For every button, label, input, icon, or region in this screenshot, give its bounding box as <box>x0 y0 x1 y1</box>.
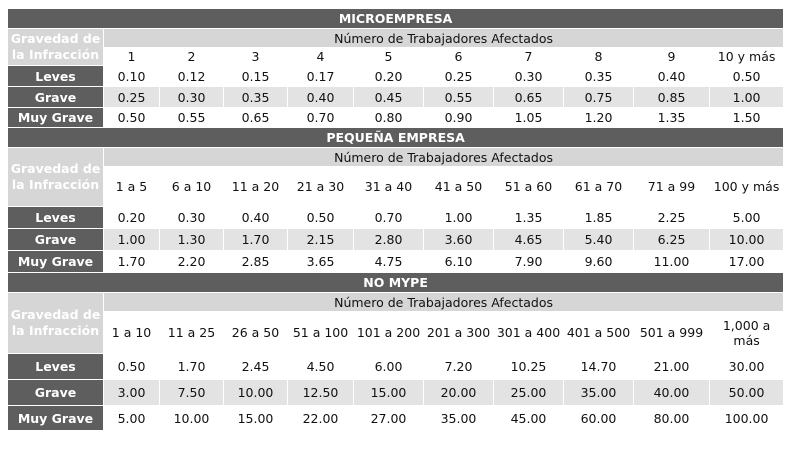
fine-value: 12.50 <box>288 380 354 406</box>
fine-value: 100.00 <box>710 406 784 431</box>
severity-label: Grave <box>8 229 104 251</box>
fine-value: 50.00 <box>710 380 784 406</box>
fine-value: 1.50 <box>710 108 784 128</box>
column-header: 51 a 100 <box>288 312 354 354</box>
workers-header: Número de Trabajadores Afectados <box>104 148 784 167</box>
fine-value: 6.10 <box>424 251 494 273</box>
fine-value: 0.30 <box>160 207 224 229</box>
section-title: MICROEMPRESA <box>8 9 784 29</box>
fine-value: 15.00 <box>224 406 288 431</box>
workers-header: Número de Trabajadores Afectados <box>104 293 784 312</box>
fine-value: 0.25 <box>104 87 160 108</box>
fine-value: 1.20 <box>564 108 634 128</box>
column-header: 31 a 40 <box>354 167 424 207</box>
column-header-row <box>8 167 784 207</box>
fine-value: 22.00 <box>288 406 354 431</box>
fine-value: 0.30 <box>494 66 564 87</box>
fine-value: 21.00 <box>634 354 710 380</box>
fine-value: 1.70 <box>224 229 288 251</box>
column-header: 101 a 200 <box>354 312 424 354</box>
fines-table-body <box>8 9 784 431</box>
fine-value: 3.00 <box>104 380 160 406</box>
fine-value: 2.45 <box>224 354 288 380</box>
column-header: 7 <box>494 48 564 66</box>
fine-value: 1.35 <box>634 108 710 128</box>
section-title: PEQUEÑA EMPRESA <box>8 128 784 148</box>
gravity-header-line-1: Gravedad de <box>10 161 101 176</box>
fines-table-container <box>7 8 783 431</box>
section-title: NO MYPE <box>8 273 784 293</box>
fine-value: 0.55 <box>160 108 224 128</box>
fine-value: 0.40 <box>634 66 710 87</box>
fine-value: 5.00 <box>710 207 784 229</box>
fine-value: 10.25 <box>494 354 564 380</box>
fine-value: 0.55 <box>424 87 494 108</box>
gravity-header-line-2: la Infracción <box>11 177 100 192</box>
fine-value: 60.00 <box>564 406 634 431</box>
table-row <box>8 354 784 380</box>
severity-label: Leves <box>8 354 104 380</box>
table-row <box>8 229 784 251</box>
severity-label: Grave <box>8 380 104 406</box>
column-header: 41 a 50 <box>424 167 494 207</box>
fine-value: 2.25 <box>634 207 710 229</box>
gravity-header <box>8 29 104 66</box>
fine-value: 0.10 <box>104 66 160 87</box>
fine-value: 0.35 <box>224 87 288 108</box>
column-header: 501 a 999 <box>634 312 710 354</box>
table-row <box>8 406 784 431</box>
column-header: 51 a 60 <box>494 167 564 207</box>
fine-value: 6.25 <box>634 229 710 251</box>
fine-value: 0.90 <box>424 108 494 128</box>
table-row <box>8 66 784 87</box>
column-header: 1,000 a más <box>710 312 784 354</box>
fine-value: 0.40 <box>288 87 354 108</box>
workers-header-row <box>8 148 784 167</box>
severity-label: Grave <box>8 87 104 108</box>
column-header-row <box>8 312 784 354</box>
gravity-header <box>8 148 104 207</box>
fine-value: 0.35 <box>564 66 634 87</box>
severity-label: Muy Grave <box>8 406 104 431</box>
fine-value: 2.15 <box>288 229 354 251</box>
fine-value: 1.70 <box>104 251 160 273</box>
fine-value: 35.00 <box>564 380 634 406</box>
fine-value: 7.50 <box>160 380 224 406</box>
workers-header-row <box>8 29 784 48</box>
workers-header-row <box>8 293 784 312</box>
fine-value: 0.65 <box>494 87 564 108</box>
fine-value: 0.30 <box>160 87 224 108</box>
severity-label: Muy Grave <box>8 108 104 128</box>
fine-value: 35.00 <box>424 406 494 431</box>
fine-value: 17.00 <box>710 251 784 273</box>
fine-value: 1.00 <box>710 87 784 108</box>
column-header: 9 <box>634 48 710 66</box>
fine-value: 0.25 <box>424 66 494 87</box>
gravity-header-line-1: Gravedad de <box>10 31 101 46</box>
fine-value: 80.00 <box>634 406 710 431</box>
fine-value: 0.50 <box>104 354 160 380</box>
column-header: 301 a 400 <box>494 312 564 354</box>
column-header: 3 <box>224 48 288 66</box>
column-header-row <box>8 48 784 66</box>
section-title-row <box>8 128 784 148</box>
workers-header: Número de Trabajadores Afectados <box>104 29 784 48</box>
severity-label: Leves <box>8 207 104 229</box>
fine-value: 0.20 <box>104 207 160 229</box>
fine-value: 0.17 <box>288 66 354 87</box>
column-header: 61 a 70 <box>564 167 634 207</box>
fine-value: 5.00 <box>104 406 160 431</box>
column-header: 11 a 20 <box>224 167 288 207</box>
column-header: 4 <box>288 48 354 66</box>
column-header: 26 a 50 <box>224 312 288 354</box>
fine-value: 4.50 <box>288 354 354 380</box>
fine-value: 1.05 <box>494 108 564 128</box>
fine-value: 10.00 <box>224 380 288 406</box>
fine-value: 7.90 <box>494 251 564 273</box>
fine-value: 0.40 <box>224 207 288 229</box>
column-header: 6 a 10 <box>160 167 224 207</box>
fine-value: 4.75 <box>354 251 424 273</box>
fine-value: 14.70 <box>564 354 634 380</box>
fine-value: 0.45 <box>354 87 424 108</box>
fine-value: 3.60 <box>424 229 494 251</box>
fine-value: 2.85 <box>224 251 288 273</box>
column-header: 2 <box>160 48 224 66</box>
fine-value: 0.50 <box>104 108 160 128</box>
fine-value: 1.70 <box>160 354 224 380</box>
fine-value: 9.60 <box>564 251 634 273</box>
fine-value: 0.85 <box>634 87 710 108</box>
fine-value: 11.00 <box>634 251 710 273</box>
column-header: 6 <box>424 48 494 66</box>
fine-value: 20.00 <box>424 380 494 406</box>
table-row <box>8 108 784 128</box>
fine-value: 1.00 <box>104 229 160 251</box>
fine-value: 27.00 <box>354 406 424 431</box>
fine-value: 0.65 <box>224 108 288 128</box>
gravity-header-line-2: la Infracción <box>11 323 100 338</box>
column-header: 11 a 25 <box>160 312 224 354</box>
table-row <box>8 87 784 108</box>
fine-value: 0.12 <box>160 66 224 87</box>
fine-value: 0.75 <box>564 87 634 108</box>
fine-value: 30.00 <box>710 354 784 380</box>
fine-value: 0.50 <box>710 66 784 87</box>
fine-value: 0.20 <box>354 66 424 87</box>
fine-value: 2.20 <box>160 251 224 273</box>
fine-value: 3.65 <box>288 251 354 273</box>
fine-value: 25.00 <box>494 380 564 406</box>
table-row <box>8 251 784 273</box>
fine-value: 5.40 <box>564 229 634 251</box>
column-header: 401 a 500 <box>564 312 634 354</box>
fine-value: 0.70 <box>288 108 354 128</box>
fine-value: 7.20 <box>424 354 494 380</box>
column-header: 201 a 300 <box>424 312 494 354</box>
fine-value: 45.00 <box>494 406 564 431</box>
fine-value: 6.00 <box>354 354 424 380</box>
fine-value: 10.00 <box>710 229 784 251</box>
column-header: 5 <box>354 48 424 66</box>
fine-value: 0.80 <box>354 108 424 128</box>
fine-value: 1.35 <box>494 207 564 229</box>
table-row <box>8 207 784 229</box>
gravity-header-line-1: Gravedad de <box>10 307 101 322</box>
column-header: 8 <box>564 48 634 66</box>
fine-value: 1.00 <box>424 207 494 229</box>
column-header: 1 a 10 <box>104 312 160 354</box>
gravity-header <box>8 293 104 354</box>
fine-value: 0.50 <box>288 207 354 229</box>
fine-value: 1.85 <box>564 207 634 229</box>
fine-value: 0.15 <box>224 66 288 87</box>
column-header: 100 y más <box>710 167 784 207</box>
gravity-header-line-2: la Infracción <box>11 47 100 62</box>
severity-label: Leves <box>8 66 104 87</box>
fine-value: 10.00 <box>160 406 224 431</box>
fine-value: 4.65 <box>494 229 564 251</box>
column-header: 21 a 30 <box>288 167 354 207</box>
column-header: 10 y más <box>710 48 784 66</box>
column-header: 71 a 99 <box>634 167 710 207</box>
fine-value: 1.30 <box>160 229 224 251</box>
fine-value: 15.00 <box>354 380 424 406</box>
column-header: 1 <box>104 48 160 66</box>
section-title-row <box>8 9 784 29</box>
fines-table <box>7 8 784 431</box>
fine-value: 2.80 <box>354 229 424 251</box>
severity-label: Muy Grave <box>8 251 104 273</box>
fine-value: 0.70 <box>354 207 424 229</box>
table-row <box>8 380 784 406</box>
section-title-row <box>8 273 784 293</box>
fine-value: 40.00 <box>634 380 710 406</box>
column-header: 1 a 5 <box>104 167 160 207</box>
